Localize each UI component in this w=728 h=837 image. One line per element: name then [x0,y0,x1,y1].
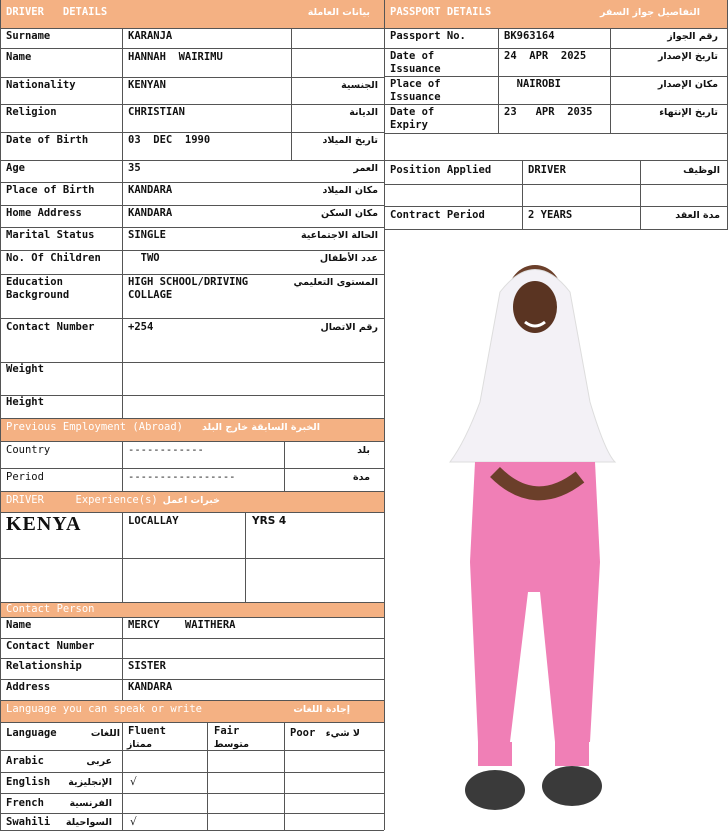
driver-row-label: Name [6,51,32,63]
grid-line [0,679,384,680]
driver-row-label: Height [6,396,44,408]
passport-details-title-ar: التفاصيل جواز السفر [599,7,700,18]
grid-line [291,28,292,160]
grid-line [640,160,641,229]
grid-line [284,722,285,830]
grid-line [384,104,728,105]
prev-country-ar: بلد [357,445,370,456]
grid-line [0,491,384,492]
driver-row-label-ar: الحالة الاجتماعية [301,230,378,241]
driver-row-label: Nationality [6,79,76,91]
driver-row-label: Age [6,162,25,174]
grid-line [0,658,384,659]
prev-period-ar: مدة [353,472,370,483]
driver-row-value: KANDARA [128,207,173,219]
driver-details-title: DRIVER DETAILS [6,6,108,18]
grid-line [0,418,384,419]
grid-line [0,441,384,442]
driver-row-value: +254 [128,321,154,333]
grid-line [384,160,728,161]
experience-years: YRS 4 [252,515,287,527]
grid-line [0,227,384,228]
grid-line [122,512,123,602]
lang-col-language-ar: اللغات [90,728,120,739]
driver-row-label-ar: المستوى التعليمي [293,277,378,288]
lang-row-fluent-mark: √ [130,776,137,788]
driver-row-label-ar: العمر [353,163,378,174]
grid-line [122,722,123,830]
driver-row-value: KENYAN [128,79,166,91]
driver-row-label-ar: الديانة [349,107,378,118]
contract-ar: مدة العقد [675,210,720,221]
position-label: Position Applied [390,164,492,176]
grid-line [207,722,208,830]
experience-title: DRIVER Experience(s) [6,494,158,506]
driver-row-value: SINGLE [128,229,166,241]
grid-line [384,206,728,207]
passport-row-value: NAIROBI [504,78,561,90]
contact-person-row-label: Contact Number [6,640,95,652]
grid-line [122,441,123,491]
grid-line [0,362,384,363]
grid-line [0,0,1,830]
grid-line [0,48,384,49]
grid-line [0,700,384,701]
lang-col-fluent: Fluent [128,725,166,737]
grid-line [0,104,384,105]
grid-line [0,77,384,78]
driver-row-label-ar: مكان الميلاد [322,185,378,196]
lang-row-label: French [6,797,44,809]
grid-line [0,512,384,513]
driver-row-label-ar: رقم الاتصال [320,322,378,333]
lang-col-poor-ar: لا شيء [325,728,360,739]
driver-row-value: TWO [128,252,160,264]
grid-line [0,274,384,275]
passport-details-title: PASSPORT DETAILS [390,6,492,18]
prev-country-value: ------------ [128,444,204,456]
grid-line [384,0,385,830]
driver-row-label: Home Address [6,207,82,219]
driver-row-label: Contact Number [6,321,95,333]
languages-title: Language you can speak or write [6,703,202,715]
driver-details-title-ar: بيانات العاملة [307,7,370,18]
driver-row-value: CHRISTIAN [128,106,185,118]
lang-row-fluent-mark: √ [130,816,137,828]
grid-line [284,441,285,491]
grid-line [0,28,384,29]
driver-row-value: 03 DEC 1990 [128,134,211,146]
lang-col-fair: Fair [214,725,240,737]
driver-row-value: HIGH SCHOOL/DRIVING COLLAGE [128,276,249,301]
prev-employment-title-ar: الخبرة السابقة خارج البلد [201,422,320,433]
prev-period-label: Period [6,471,44,483]
lang-row-label-ar: الفرنسية [69,798,112,809]
driver-row-label: No. Of Children [6,252,101,264]
driver-row-value: 35 [128,162,141,174]
driver-row-label: Marital Status [6,229,95,241]
driver-row-label: Education Background [6,276,70,301]
grid-line [0,602,384,603]
grid-line [0,813,384,814]
grid-line [245,512,246,602]
grid-line [384,76,728,77]
driver-row-value: KANDARA [128,184,173,196]
contract-label: Contract Period [390,209,485,221]
contact-person-title: Contact Person [6,603,95,615]
grid-line [384,48,728,49]
prev-employment-title: Previous Employment (Abroad) [6,421,184,433]
lang-row-label: Arabic [6,755,44,767]
contact-person-row-value: KANDARA [128,681,173,693]
prev-country-label: Country [6,444,51,456]
driver-row-label: Weight [6,363,44,375]
passport-row-label-ar: تاريخ الإنتهاء [659,107,718,118]
experience-place: LOCALLAY [128,515,179,527]
grid-line [384,229,728,230]
contact-person-row-label: Relationship [6,660,82,672]
prev-period-value: ----------------- [128,471,236,483]
grid-line [0,318,384,319]
grid-line [122,617,123,700]
grid-line [0,638,384,639]
lang-row-label-ar: عربى [86,756,112,767]
grid-line [0,395,384,396]
passport-row-label: Date of Issuance [390,50,441,75]
applicant-photo [440,262,630,822]
position-value: DRIVER [528,164,566,176]
grid-line [498,28,499,133]
contract-value: 2 YEARS [528,209,573,221]
experience-country: KENYA [6,513,82,535]
grid-line [384,184,728,185]
grid-line [0,617,384,618]
contact-person-row-value: MERCY WAITHERA [128,619,236,631]
lang-row-label-ar: الإنجليزية [68,777,112,788]
passport-row-label-ar: تاريخ الإصدار [657,51,718,62]
grid-line [0,558,384,559]
grid-line [522,160,523,229]
grid-line [0,772,384,773]
grid-line [0,132,384,133]
contact-person-row-label: Name [6,619,32,631]
grid-line [122,28,123,418]
grid-line [0,793,384,794]
grid-line [0,468,384,469]
passport-row-label-ar: رقم الجواز [667,31,718,42]
lang-row-label-ar: السواحيلة [65,817,112,828]
grid-line [0,830,384,831]
driver-row-value: KARANJA [128,30,173,42]
lang-row-label: English [6,776,51,788]
driver-row-label-ar: مكان السكن [321,208,378,219]
passport-row-value: 24 APR 2025 [504,50,587,62]
driver-row-label-ar: عدد الأطفال [319,253,378,264]
position-ar: الوظيف [683,165,720,176]
driver-row-label: Religion [6,106,57,118]
experience-title-ar: خبرات اعمل [162,495,220,506]
passport-row-value: BK963164 [504,30,555,42]
lang-col-fluent-ar: ممتاز [126,739,152,750]
contact-person-row-value: SISTER [128,660,166,672]
grid-line [0,205,384,206]
driver-row-label-ar: تاريخ الميلاد [322,135,378,146]
passport-row-label-ar: مكان الإصدار [657,79,718,90]
contact-person-row-label: Address [6,681,51,693]
grid-line [0,182,384,183]
lang-col-language: Language [6,727,57,739]
passport-row-label: Passport No. [390,30,466,42]
lang-col-poor: Poor [290,727,316,739]
driver-row-label: Surname [6,30,51,42]
languages-title-ar: إجادة اللغات [293,704,350,715]
grid-line [0,250,384,251]
grid-line [0,750,384,751]
grid-line [384,28,728,29]
driver-row-label: Place of Birth [6,184,95,196]
lang-row-label: Swahili [6,816,51,828]
passport-row-label: Date of Expiry [390,106,435,131]
driver-row-value: HANNAH WAIRIMU [128,51,223,63]
lang-col-fair-ar: متوسط [213,739,249,750]
grid-line [0,722,384,723]
grid-line [610,28,611,133]
driver-row-label: Date of Birth [6,134,89,146]
grid-line [0,160,384,161]
driver-row-label-ar: الجنسية [341,80,378,91]
passport-row-value: 23 APR 2035 [504,106,593,118]
passport-row-label: Place of Issuance [390,78,441,103]
grid-line [384,133,728,134]
